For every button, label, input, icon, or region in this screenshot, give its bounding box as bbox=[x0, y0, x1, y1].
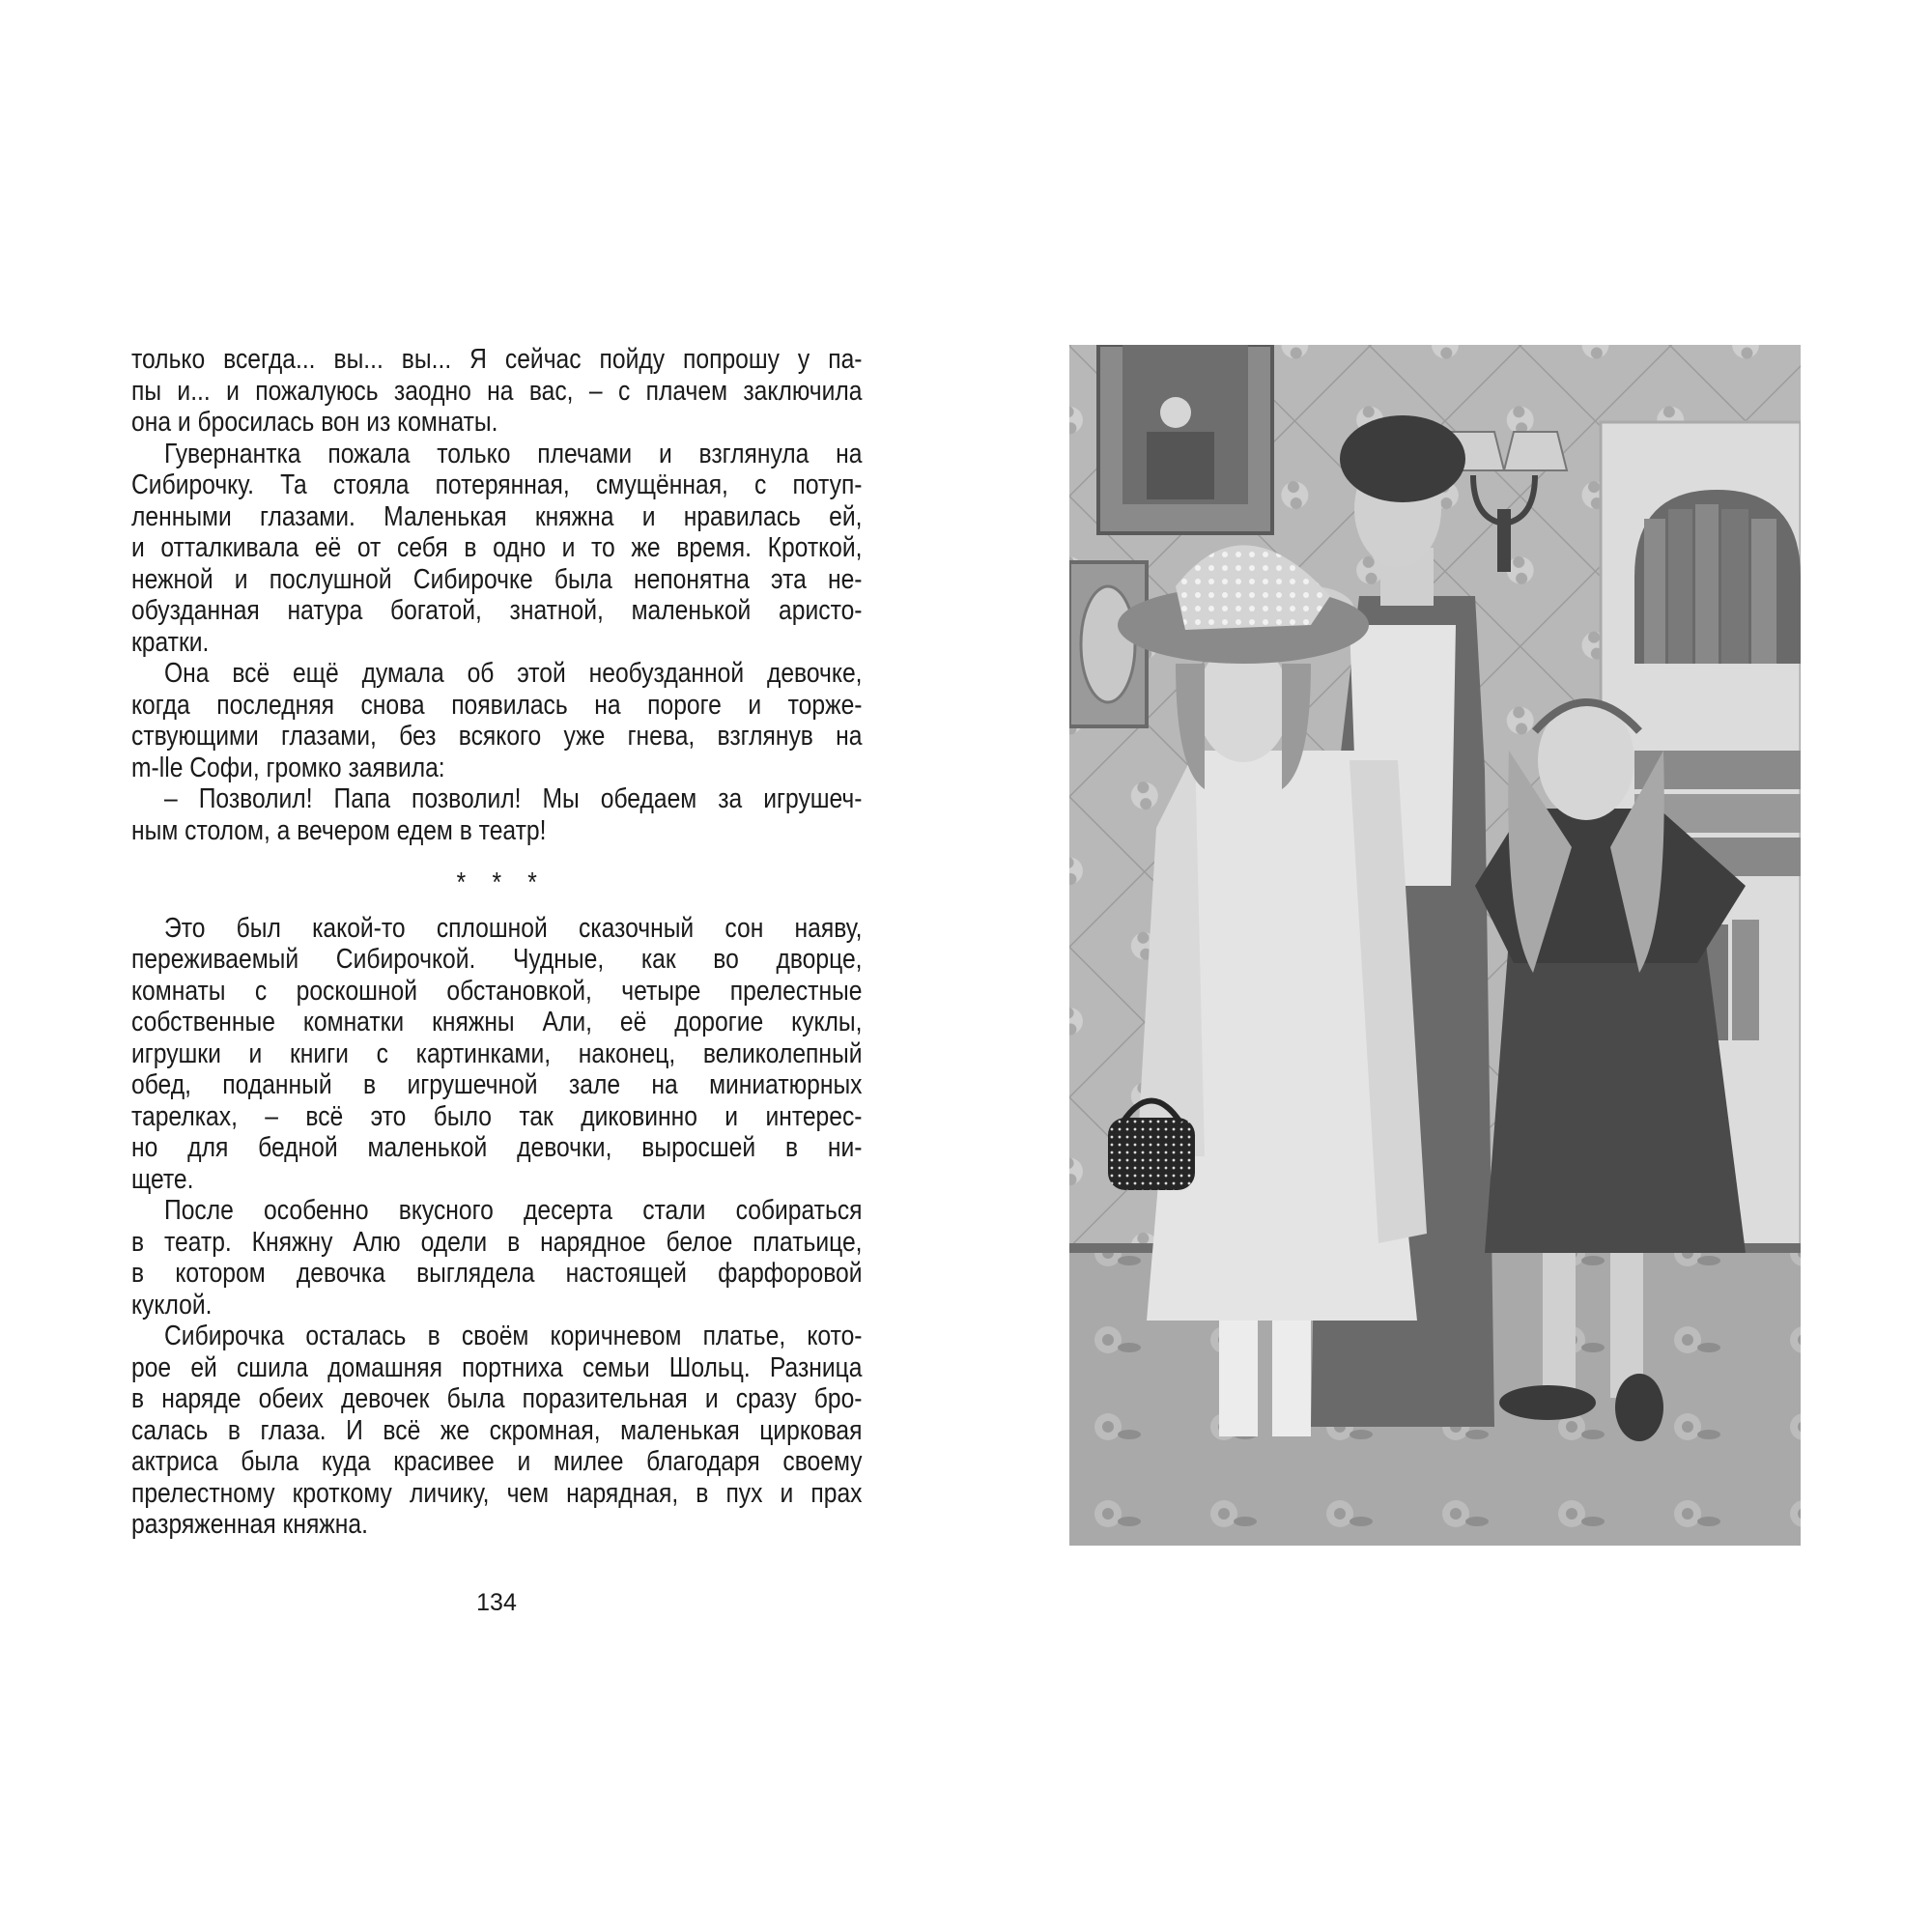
page-number: 134 bbox=[476, 1589, 517, 1616]
text-line: но для бедной маленькой девочки, выросшей в ни- bbox=[131, 1132, 863, 1163]
book-illustration bbox=[1069, 345, 1801, 1546]
text-line: m-lle Софи, громко заявила: bbox=[131, 752, 445, 783]
text-line: Это был какой-то сплошной сказочный сон наяву, bbox=[164, 912, 863, 944]
spacer bbox=[131, 899, 863, 913]
text-line: актриса была куда красивее и милее благодаря своему bbox=[131, 1446, 863, 1477]
text-line: комнаты с роскошной обстановкой, четыре прелестные bbox=[131, 975, 863, 1007]
illustration-scene bbox=[1069, 345, 1801, 1546]
text-line: и отталкивала её от себя в одно и то же время. Кроткой, bbox=[131, 532, 863, 563]
text-line: щете. bbox=[131, 1163, 194, 1195]
spacer bbox=[131, 846, 863, 867]
text-line: обед, поданный в игрушечной зале на миниатюрных bbox=[131, 1069, 863, 1100]
text-line: салась в глаза. И всё же скромная, маленькая цирковая bbox=[131, 1414, 863, 1446]
beaded-handbag bbox=[1108, 1118, 1195, 1190]
text-line: кратки. bbox=[131, 626, 210, 658]
text-line: куклой. bbox=[131, 1289, 213, 1321]
text-block-1 bbox=[131, 344, 863, 846]
text-line: тарелках, – всё это было так диковинно и интерес- bbox=[131, 1100, 863, 1132]
text-line: Она всё ещё думала об этой необузданной девочке, bbox=[164, 658, 863, 689]
text-column bbox=[131, 344, 863, 1541]
text-line: ствующими глазами, без всякого уже гнева, взглянув на bbox=[131, 721, 863, 752]
text-line: ным столом, а вечером едем в театр! bbox=[131, 814, 547, 846]
text-line: игрушки и книги с картинками, наконец, великолепный bbox=[131, 1037, 863, 1069]
text-line: пы и... и пожалуюсь заодно на вас, – с плачем заключила bbox=[131, 375, 863, 407]
text-line: Сибирочка осталась в своём коричневом платье, кото- bbox=[164, 1321, 863, 1351]
text-line: только всегда... вы... вы... Я сейчас пойду попрошу у па- bbox=[131, 344, 863, 375]
text-line: обузданная натура богатой, знатной, маленькой аристо- bbox=[131, 595, 863, 626]
left-page-text bbox=[131, 344, 863, 1600]
text-line: Гувернантка пожала только плечами и взглянула на bbox=[164, 438, 863, 469]
text-line: в котором девочка выглядела настоящей фарфоровой bbox=[131, 1258, 863, 1289]
text-line: в театр. Княжну Алю одели в нарядное белое платьице, bbox=[131, 1226, 863, 1258]
text-line: в наряде обеих девочек была поразительная и сразу бро- bbox=[131, 1383, 863, 1414]
text-line: нежной и послушной Сибирочке была непонятна эта не- bbox=[131, 563, 863, 595]
text-line: она и бросилась вон из комнаты. bbox=[131, 407, 498, 438]
text-block-2 bbox=[131, 913, 863, 1541]
text-line: ленными глазами. Маленькая княжна и нравилась ей, bbox=[131, 500, 863, 532]
text-line: рое ей сшила домашняя портниха семьи Шольц. Разница bbox=[131, 1351, 863, 1383]
text-line: переживаемый Сибирочкой. Чудные, как во дворце, bbox=[131, 944, 863, 975]
text-line: когда последняя снова появилась на пороге и торже- bbox=[131, 689, 863, 721]
text-line: прелестному кроткому личику, чем нарядная, в пух и прах bbox=[131, 1477, 863, 1509]
text-line: собственные комнатки княжны Али, её дорогие куклы, bbox=[131, 1007, 863, 1037]
text-line: – Позволил! Папа позволил! Мы обедаем за игрушеч- bbox=[164, 783, 863, 814]
text-line: Сибирочку. Та стояла потерянная, смущённая, с потуп- bbox=[131, 469, 863, 500]
text-line: разряженная княжна. bbox=[131, 1509, 368, 1540]
section-separator: * * * bbox=[456, 867, 548, 898]
text-line: После особенно вкусного десерта стали собираться bbox=[164, 1195, 863, 1226]
